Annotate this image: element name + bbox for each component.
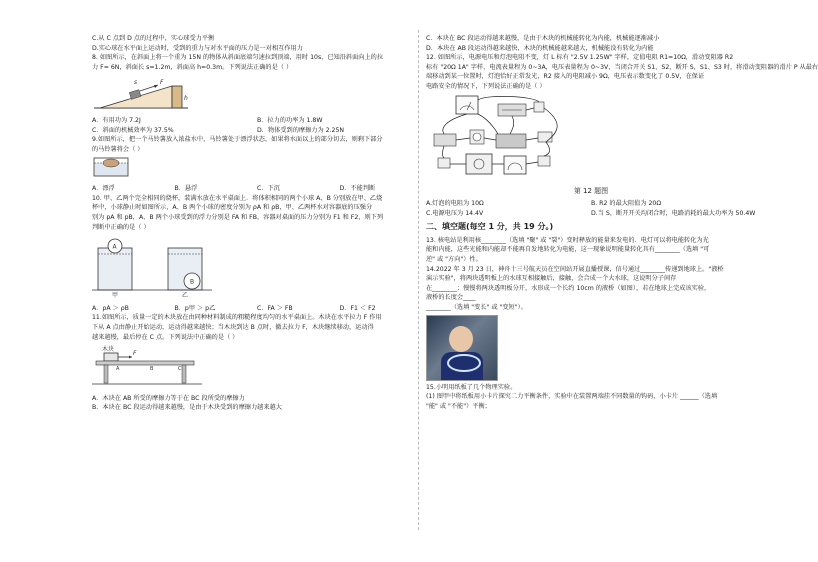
q14-line3: 在________；慢慢将两块透明板分开，水形成一个长约 10cm 的液桥（如图），若在地球上完成该实验，	[426, 284, 711, 292]
q14-line1: 14.2022 年 3 月 23 日，神舟十三号航天员在空间站开展直播授课，信号通过________传递到地球上。"液桥	[426, 265, 724, 273]
point-a-label: A	[116, 366, 120, 373]
astronaut-liquid-bridge-image	[426, 315, 498, 381]
q10-stem-line4: 判断中正确的是（ ）	[92, 223, 150, 231]
q14-line4: 液桥的长度会____	[426, 294, 476, 302]
q12-option-d: D.当 S，断开开关均闭合时，电路消耗的最大功率为 50.4W	[591, 209, 756, 217]
two-cups-diagram	[92, 234, 212, 298]
q8-stem-line1: 8. 如图所示，在斜面上将一个重为 15N 的物体从斜面底端匀速拉到顶端，用时 10s，已知沿斜面向上的拉	[92, 54, 384, 62]
q9-potato-figure	[92, 156, 422, 182]
f-label: F	[160, 79, 164, 87]
q13-line3: 逆" 或 "方向"）性。	[426, 255, 482, 263]
right-column	[426, 34, 818, 411]
q10-option-d: D．F1 ＜ F2	[339, 304, 376, 312]
q8-option-c: C．斜面的机械效率为 37.5%	[92, 126, 174, 134]
q11-option-a: A．木块在 AB 所受的摩擦力等于在 BC 段所受的摩擦力	[92, 394, 245, 402]
q12-options	[426, 199, 756, 218]
q12-option-b: B. R2 的最大阻值为 20Ω	[591, 200, 662, 208]
beaker-potato-diagram	[92, 156, 132, 178]
q15-line3: "能" 或 "不能"）平衡；	[426, 402, 491, 410]
astronaut-face	[449, 326, 473, 352]
q10-cups-figure	[92, 234, 422, 302]
liquid-bridge	[447, 354, 481, 372]
circuit-diagram	[426, 94, 576, 182]
q7-option-d: D.实心球在水平面上运动时，受到的重力与对水平面的压力是一对相互作用力	[92, 44, 303, 52]
q12-stem-line1: 12. 如图所示，电源电压和灯泡电阻不变，灯 L 标有 "2.5V 1.25W" 字样，定值电阻 R1=10Ω，滑动变阻器 R2	[426, 54, 734, 62]
q11-option-c: C．本块在 BC 段运动得越来越慢，是由于木块的机械能转化为内能，机械能逐渐减小	[426, 35, 660, 42]
q14-line5: ________（选填 "变长" 或 "变短"）。	[426, 303, 527, 311]
q9-option-c: C．下沉	[257, 185, 280, 193]
q8-options	[92, 116, 422, 135]
q10-option-a: A．ρA ＞ ρB	[92, 304, 129, 312]
q9-stem-line1: 9.如图所示，把一个马铃薯放入浓盐水中，马铃薯处于漂浮状态，如果将水面以上的部分切去，则剩下部分	[92, 136, 383, 144]
q12-option-c: C.电源电压为 14.4V	[426, 209, 484, 217]
q12-stem-line2: 标有 "20Ω 1A" 字样，电流表量程为 0~3A，电压表量程为 0~3V，当闭合开关 S1、S2，断开 S，S1、S3 时，将滑动变阻器的滑片 P 从最右	[426, 63, 818, 71]
s-label: s	[134, 79, 138, 87]
table-block-diagram	[92, 344, 202, 388]
q10-stem-line1: 10. 甲、乙两个完全相同的烧杯，装满水放在水平桌面上．将体积相同的两个小球 A、B 分别放在甲、乙烧	[92, 194, 383, 202]
q10-option-c: C．FA ＞ FB	[257, 304, 293, 312]
q14-line2: 演示实验"，将两块透明板上的水球互相接触后，接触，会合成一个大水球，这说明分子间存	[426, 275, 677, 283]
q8-option-d: D．物体受到的摩擦力为 2.25N	[257, 126, 345, 134]
q9-stem-line2: 的马铃薯将会（ ）	[92, 145, 144, 153]
ball-b-label: B	[190, 278, 195, 286]
section-2-title: 二、填空题(每空 1 分，共 19 分。)	[426, 222, 554, 232]
q10-stem-line3: 别为 pA 和 pB，A、B 两个小球受到的浮力分别是 FA 和 FB，容器对桌面的压力分别为 F1 和 F2，则下列	[92, 213, 384, 221]
incline-diagram	[92, 74, 192, 110]
h-label: h	[184, 95, 188, 103]
q12-circuit-figure	[426, 94, 756, 197]
q13-line1: 13. 核电站是利用核________（选填 "聚" 或 "裂"）变时释放的能量来发电的．电灯可以将电能转化为光	[426, 236, 709, 244]
q13-line2: 能和内能，这些光能和内能却不能再自发地转化为电能，这一现象说明能量转化具有________（选填 "可	[426, 246, 710, 254]
q15-line1: 15.小明用纸板了几个物理实验。	[426, 383, 517, 391]
ball-a-label: A	[112, 243, 117, 251]
q15-line2: (1) 图甲中将纸板用小卡片探究二力平衡条件，实验中在装置两端挂不同数量的钩码，小卡片 ______（选填	[426, 393, 718, 401]
q8-option-a: A．有用功为 7.2J	[92, 117, 141, 125]
q9-options	[92, 184, 422, 194]
q7-option-c: C.从 C 点到 D 点的过程中，实心球受力平衡	[92, 35, 215, 42]
q8-option-b: B．拉力的功率为 1.8W	[257, 117, 323, 125]
force-label: F	[133, 350, 137, 358]
block-label: 木块	[102, 346, 115, 354]
point-b-label: B	[150, 366, 154, 373]
q11-option-d: D．本块在 AB 段运动得越来越快，木块的机械能越来越大，机械能没有转化为内能	[426, 44, 654, 52]
point-c-label: C	[178, 366, 182, 373]
q8-stem-line2: 力 F= 6N，斜面长 s=1.2m，斜面高 h=0.3m。下列说法正确的是（ ）	[92, 63, 293, 71]
q10-stem-line2: 杯中，小球静止时如图所示，A、B 两个小球的密度分别为 ρA 和 ρB，甲、乙两杯水对容器底的压强分	[92, 204, 373, 212]
q11-stem-line3: 越来越慢，最后停在 C 点。下列说法中正确的是（ ）	[92, 333, 239, 341]
q12-figure-caption: 第 12 题图	[573, 187, 609, 196]
q10-option-b: B．p甲 ＞ p乙	[174, 304, 216, 312]
q10-options	[92, 304, 422, 314]
left-column	[92, 34, 422, 413]
q11-table-figure	[92, 344, 422, 392]
q11-stem-line1: 11.如图所示，质量一定的木块放在由同种材料制成的粗糙程度均匀的水平桌面上。木块在水平拉力 F 作用	[92, 314, 382, 322]
q12-option-a: A.灯泡的电阻为 10Ω	[426, 200, 484, 208]
q8-incline-figure	[92, 74, 422, 114]
cup-yi-label: 乙	[182, 292, 189, 300]
q9-option-b: B．悬浮	[174, 185, 198, 193]
q9-option-a: A．漂浮	[92, 185, 115, 193]
cup-jia-label: 甲	[112, 292, 119, 300]
q9-option-d: D．不能判断	[339, 185, 376, 193]
q12-stem-line3: 端移动到某一位置时，灯泡恰好正常发光，R2 接入的电阻减小 9Ω，电压表示数变化了 0.5V，在保证	[426, 73, 705, 81]
q14-astronaut-photo	[426, 315, 756, 381]
q11-option-b: B．本块在 BC 段运动得越来越慢，是由于木块受到的摩擦力越来越大	[92, 404, 282, 412]
q11-stem-line2: 下从 A 点由静止开始运动，运动得越来越快；当木块到达 B 点时，撤去拉力 F，木块继续移动，运动得	[92, 323, 374, 331]
q12-stem-line4: 电路安全的情况下，下列说法正确的是（ ）	[426, 83, 546, 91]
